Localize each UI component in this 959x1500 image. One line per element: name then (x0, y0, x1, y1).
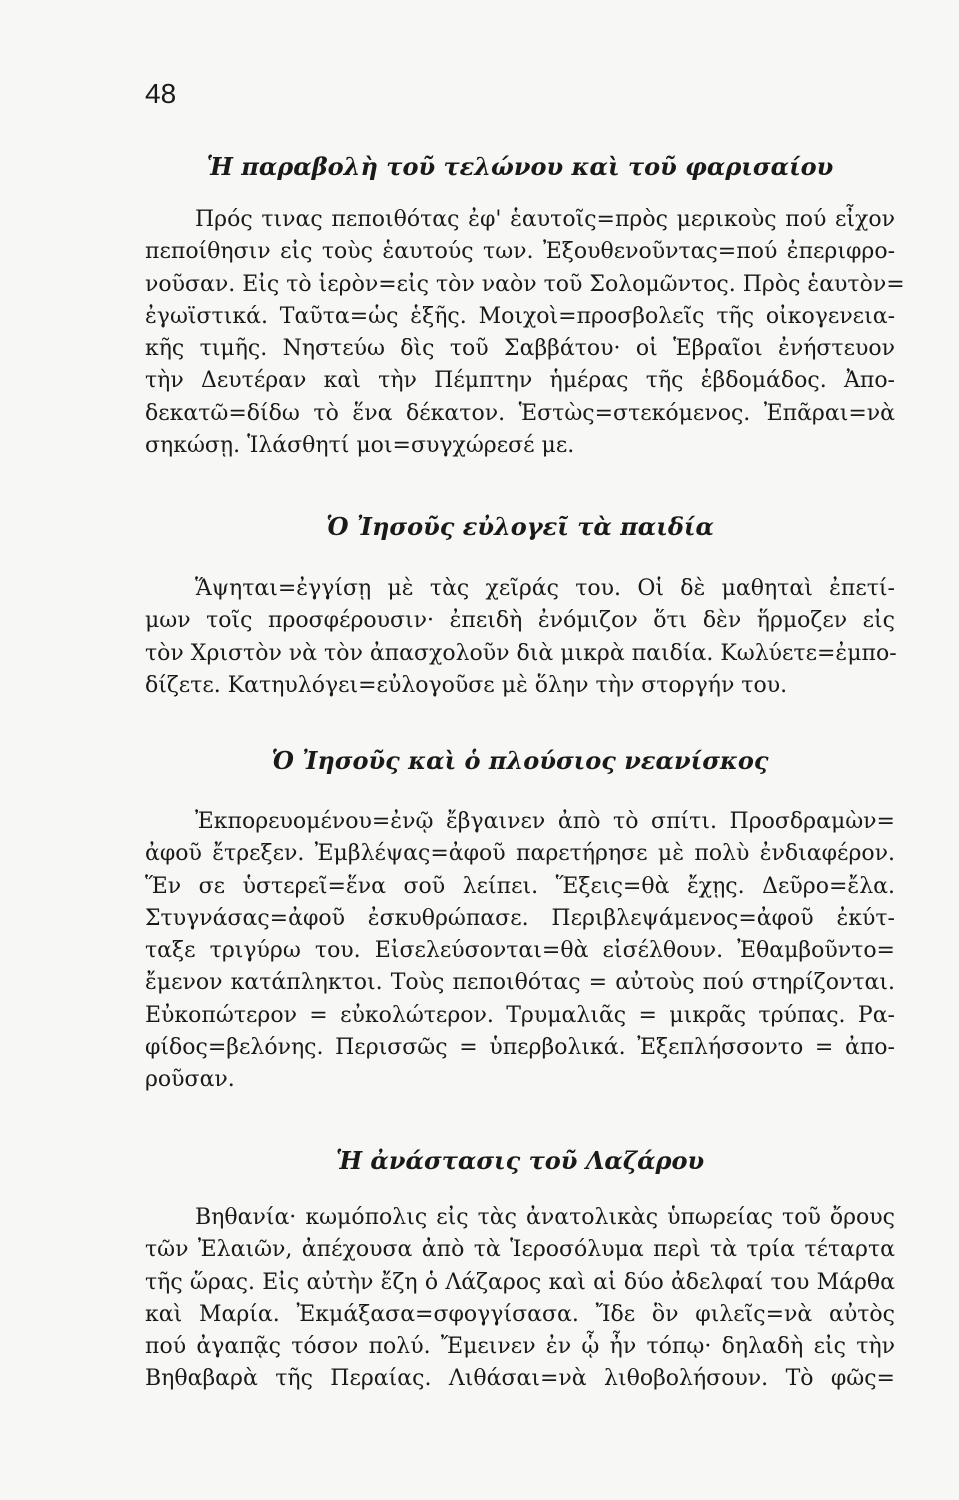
section-paragraph (145, 806, 895, 1097)
text-line: φίδος=βελόνης. Περισσῶς = ὑπερβολικά. Ἐξεπλήσσοντο = ἀπο- (145, 1035, 895, 1061)
text-line: Ἐκπορευομένου=ἐνῷ ἔβγαινεν ἀπὸ τὸ σπίτι. Προσδραμὼν= (195, 809, 895, 834)
section-paragraph (145, 1202, 895, 1396)
text-line: καὶ Μαρία. Ἐκμάξασα=σφογγίσασα. Ἴδε ὃν φιλεῖς=νὰ αὐτὸς (145, 1301, 895, 1327)
text-line: Ἕν σε ὑστερεῖ=ἕνα σοῦ λείπει. Ἕξεις=θὰ ἔχῃς. Δεῦρο=ἔλα. (145, 873, 895, 899)
text-line: τὴν Δευτέραν καὶ τὴν Πέμπτην ἡμέρας τῆς ἑβδομάδος. Ἀπο- (145, 368, 895, 394)
text-line: ἐγωϊστικά. Ταῦτα=ὡς ἑξῆς. Μοιχοὶ=προσβολεῖς τῆς οἰκογενεια- (145, 303, 895, 329)
text-line: πού ἀγαπᾷς τόσον πολύ. Ἔμεινεν ἐν ᾧ ἦν τόπῳ· δηλαδὴ εἰς τὴν (145, 1334, 895, 1360)
section-title: Ἡ ἀνάστασις τοῦ Λαζάρου (335, 1146, 705, 1175)
page-number: 48 (145, 78, 177, 109)
text-line: ἔμενον κατάπληκτοι. Τοὺς πεποιθότας = αὐτοὺς πού στηρίζονται. (145, 970, 895, 996)
text-line: Ἅψηται=ἐγγίσῃ μὲ τὰς χεῖράς του. Οἱ δὲ μαθηταὶ ἐπετί- (195, 576, 895, 601)
text-line: σηκώσῃ. Ἱλάσθητί μοι=συγχώρεσέ με. (145, 433, 575, 459)
text-line: τῶν Ἐλαιῶν, ἀπέχουσα ἀπὸ τὰ Ἱεροσόλυμα περὶ τὰ τρία τέταρτα (145, 1237, 895, 1263)
text-line: Βηθαβαρὰ τῆς Περαίας. Λιθάσαι=νὰ λιθοβολήσουν. Τὸ φῶς= (145, 1366, 895, 1392)
text-line: πεποίθησιν εἰς τοὺς ἑαυτούς των. Ἐξουθενοῦντας=πού ἐπεριφρο- (145, 239, 895, 265)
section-paragraph (145, 204, 905, 462)
section-paragraph (145, 573, 895, 702)
text-line: δεκατῶ=δίδω τὸ ἕνα δέκατον. Ἑστὼς=στεκόμενος. Ἐπᾶραι=νὰ (145, 400, 895, 426)
text-line: μων τοῖς προσφέρουσιν· ἐπειδὴ ἐνόμιζον ὅτι δὲν ἥρμοζεν εἰς (145, 608, 895, 634)
section-title: Ἡ παραβολὴ τοῦ τελώνου καὶ τοῦ φαρισαίου (206, 152, 834, 181)
text-line: ροῦσαν. (145, 1067, 235, 1093)
text-line: τῆς ὥρας. Εἰς αὐτὴν ἔζη ὁ Λάζαρος καὶ αἱ δύο ἀδελφαί του Μάρθα (145, 1269, 895, 1295)
text-line: ταξε τριγύρω του. Εἰσελεύσονται=θὰ εἰσέλθουν. Ἐθαμβοῦντο= (145, 938, 895, 964)
text-line: νοῦσαν. Εἰς τὸ ἱερὸν=εἰς τὸν ναὸν τοῦ Σολομῶντος. Πρὸς ἑαυτὸν= (145, 271, 905, 297)
text-line: ἀφοῦ ἔτρεξεν. Ἐμβλέψας=ἀφοῦ παρετήρησε μὲ πολὺ ἐνδιαφέρον. (145, 841, 895, 867)
text-line: Εὐκοπώτερον = εὐκολώτερον. Τρυμαλιᾶς = μικρᾶς τρύπας. Ρα- (145, 1002, 895, 1028)
section-title: Ὁ Ἰησοῦς εὐλογεῖ τὰ παιδία (326, 512, 714, 541)
text-line: Πρός τινας πεποιθότας ἐφ' ἑαυτοῖς=πρὸς μερικοὺς πού εἶχον (195, 207, 895, 232)
text-line: Στυγνάσας=ἀφοῦ ἐσκυθρώπασε. Περιβλεψάμενος=ἀφοῦ ἐκύτ- (145, 905, 895, 931)
section-title: Ὁ Ἰησοῦς καὶ ὁ πλούσιος νεανίσκος (271, 746, 769, 775)
text-line: κῆς τιμῆς. Νηστεύω δὶς τοῦ Σαββάτου· οἱ Ἑβραῖοι ἐνήστευον (145, 336, 895, 362)
text-line: Βηθανία· κωμόπολις εἰς τὰς ἀνατολικὰς ὑπωρείας τοῦ ὄρους (195, 1205, 895, 1230)
text-line: δίζετε. Κατηυλόγει=εὐλογοῦσε μὲ ὅλην τὴν στοργήν του. (145, 672, 788, 698)
text-line: τὸν Χριστὸν νὰ τὸν ἀπασχολοῦν διὰ μικρὰ παιδία. Κωλύετε=ἐμπο- (145, 640, 897, 666)
